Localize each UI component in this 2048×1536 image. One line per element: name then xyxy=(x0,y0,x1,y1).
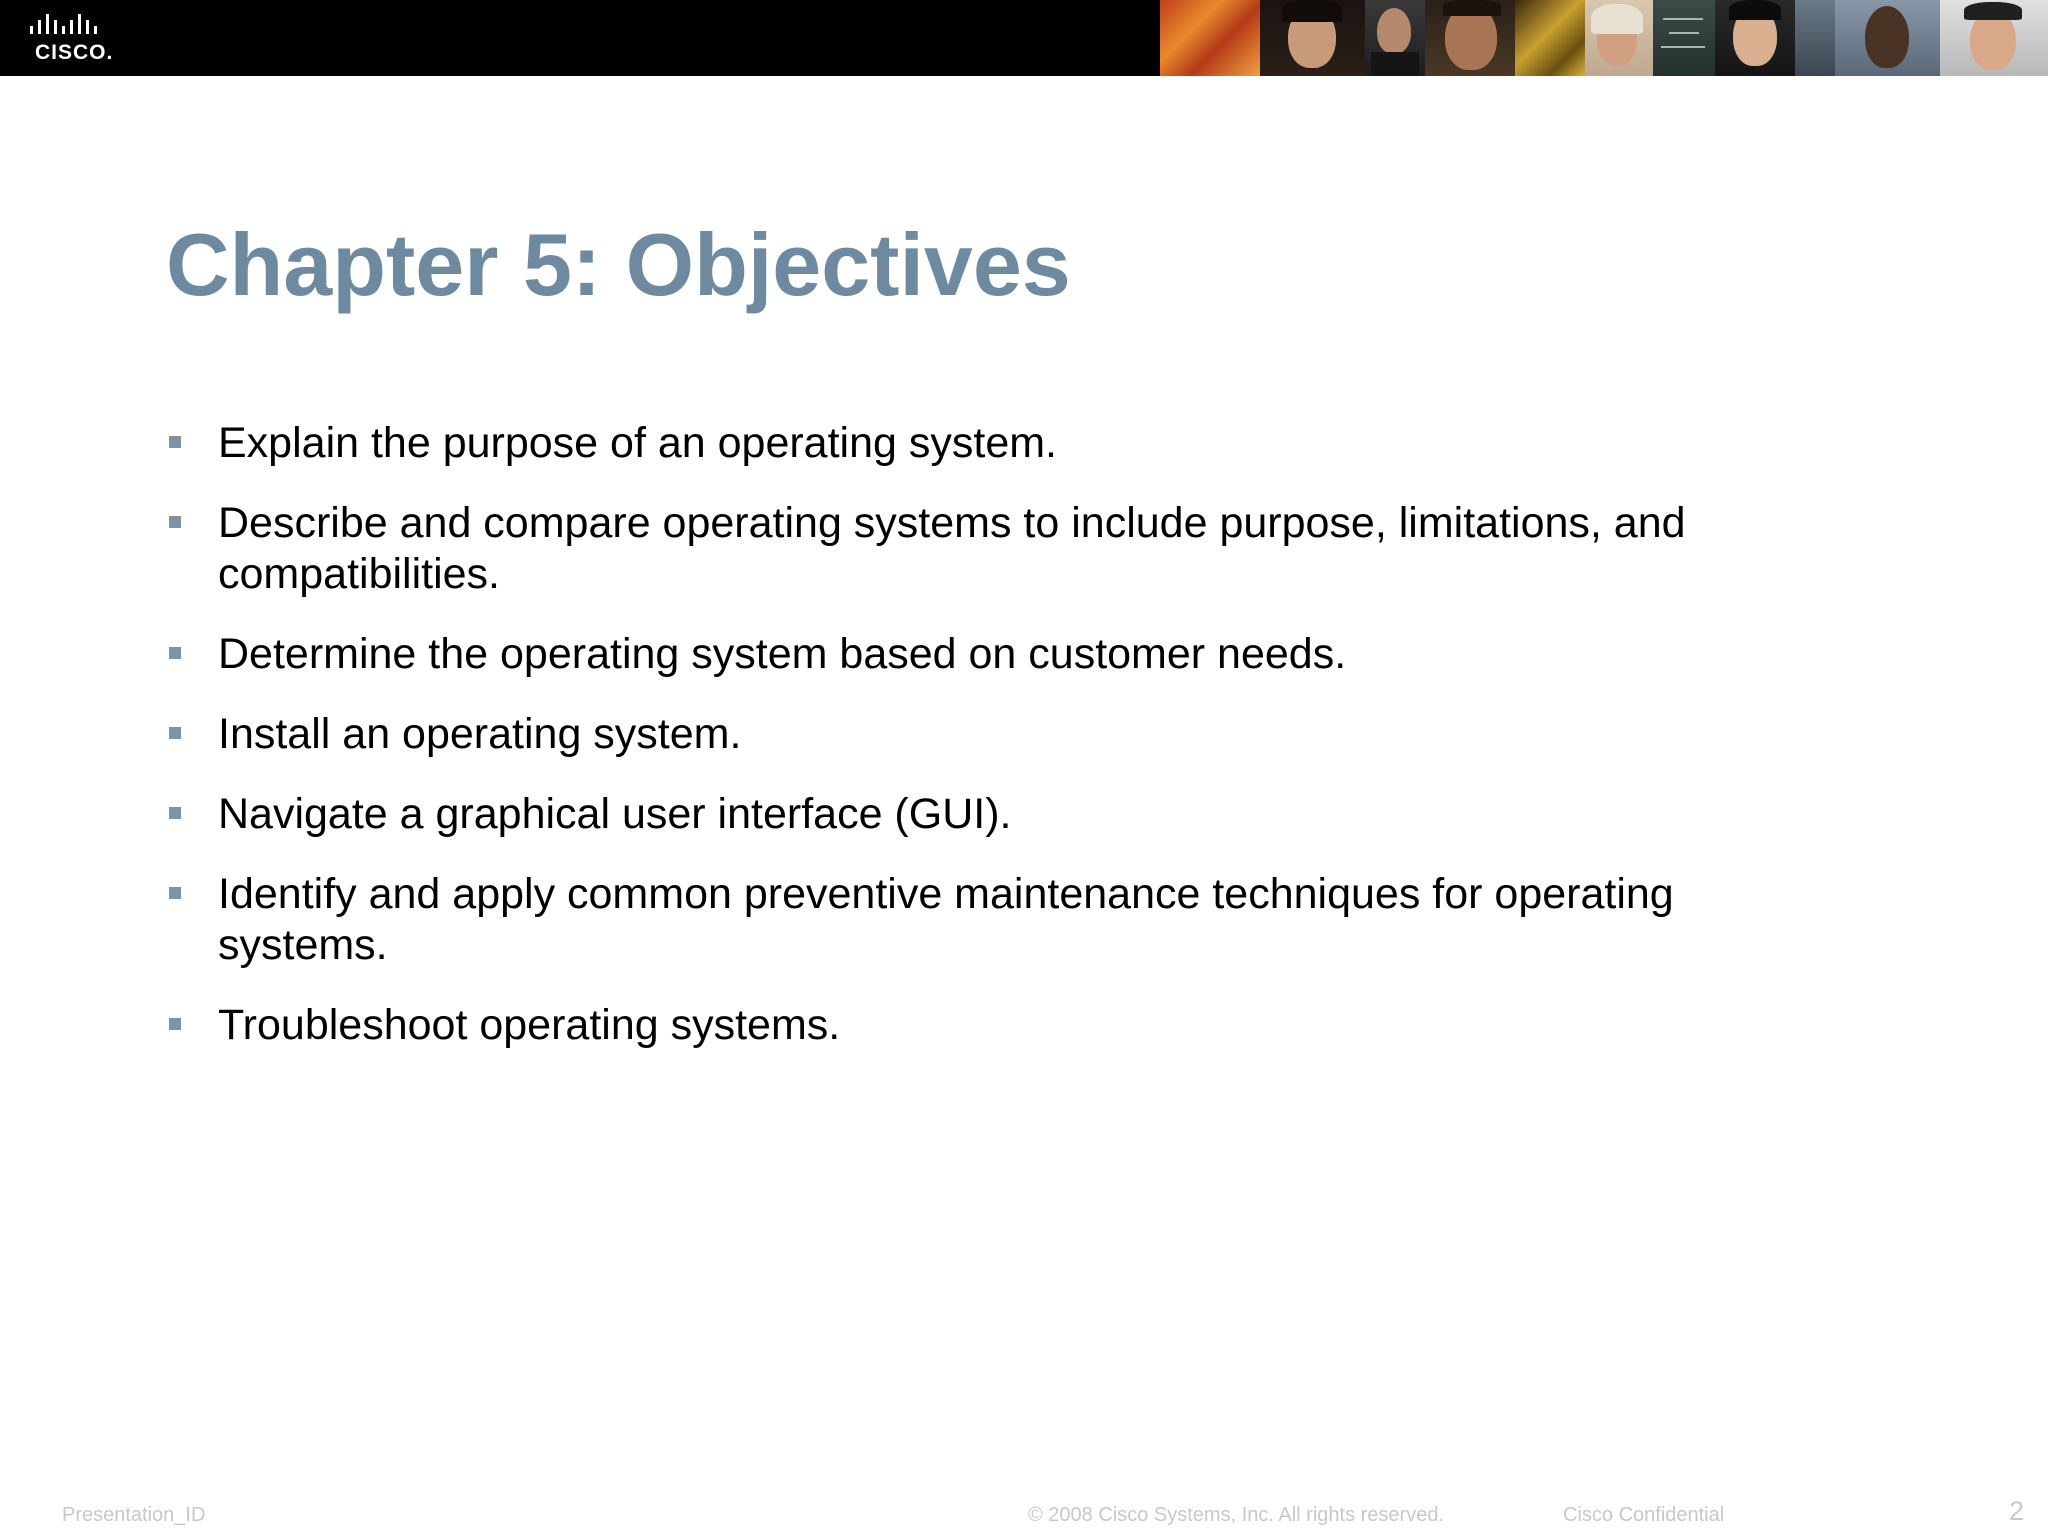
square-bullet-icon xyxy=(169,516,181,528)
header-photo xyxy=(1515,0,1585,76)
list-item-text: Describe and compare operating systems to include purpose, limitations, and compatibilities. xyxy=(218,499,1686,598)
header-photo xyxy=(1835,0,1940,76)
header-photo xyxy=(1940,0,2048,76)
footer-copyright: © 2008 Cisco Systems, Inc. All rights reserved. xyxy=(1028,1504,1445,1526)
header-photo xyxy=(1160,0,1260,76)
header-photo xyxy=(1585,0,1653,76)
objectives-list xyxy=(166,418,1826,1080)
list-item xyxy=(166,1000,1826,1051)
list-item xyxy=(166,869,1826,971)
slide-title: Chapter 5: Objectives xyxy=(166,215,1071,314)
header-bar xyxy=(0,0,2048,76)
header-photo xyxy=(1425,0,1515,76)
list-item-text: Determine the operating system based on customer needs. xyxy=(218,630,1347,678)
list-item-text: Troubleshoot operating systems. xyxy=(218,1001,841,1049)
cisco-logo xyxy=(28,14,118,64)
square-bullet-icon xyxy=(169,807,181,819)
list-item-text: Identify and apply common preventive maintenance techniques for operating systems. xyxy=(218,870,1674,969)
square-bullet-icon xyxy=(169,647,181,659)
square-bullet-icon xyxy=(169,887,181,899)
square-bullet-icon xyxy=(169,727,181,739)
header-photo xyxy=(1653,0,1715,76)
list-item xyxy=(166,709,1826,760)
page-number: 2 xyxy=(2008,1496,2024,1526)
list-item xyxy=(166,418,1826,469)
cisco-logo-text: CISCO. xyxy=(35,41,114,64)
footer-confidential: Cisco Confidential xyxy=(1563,1504,1725,1526)
header-photo-strip xyxy=(1160,0,2048,76)
list-item xyxy=(166,629,1826,680)
list-item xyxy=(166,789,1826,840)
header-photo xyxy=(1260,0,1365,76)
list-item xyxy=(166,498,1826,600)
header-photo xyxy=(1795,0,1835,76)
list-item-text: Explain the purpose of an operating system. xyxy=(218,419,1058,467)
square-bullet-icon xyxy=(169,436,181,448)
square-bullet-icon xyxy=(169,1018,181,1030)
header-photo xyxy=(1715,0,1795,76)
cisco-bars-icon xyxy=(28,14,114,40)
header-photo xyxy=(1365,0,1425,76)
list-item-text: Navigate a graphical user interface (GUI). xyxy=(218,790,1012,838)
list-item-text: Install an operating system. xyxy=(218,710,742,758)
footer-presentation-id: Presentation_ID xyxy=(62,1504,206,1526)
